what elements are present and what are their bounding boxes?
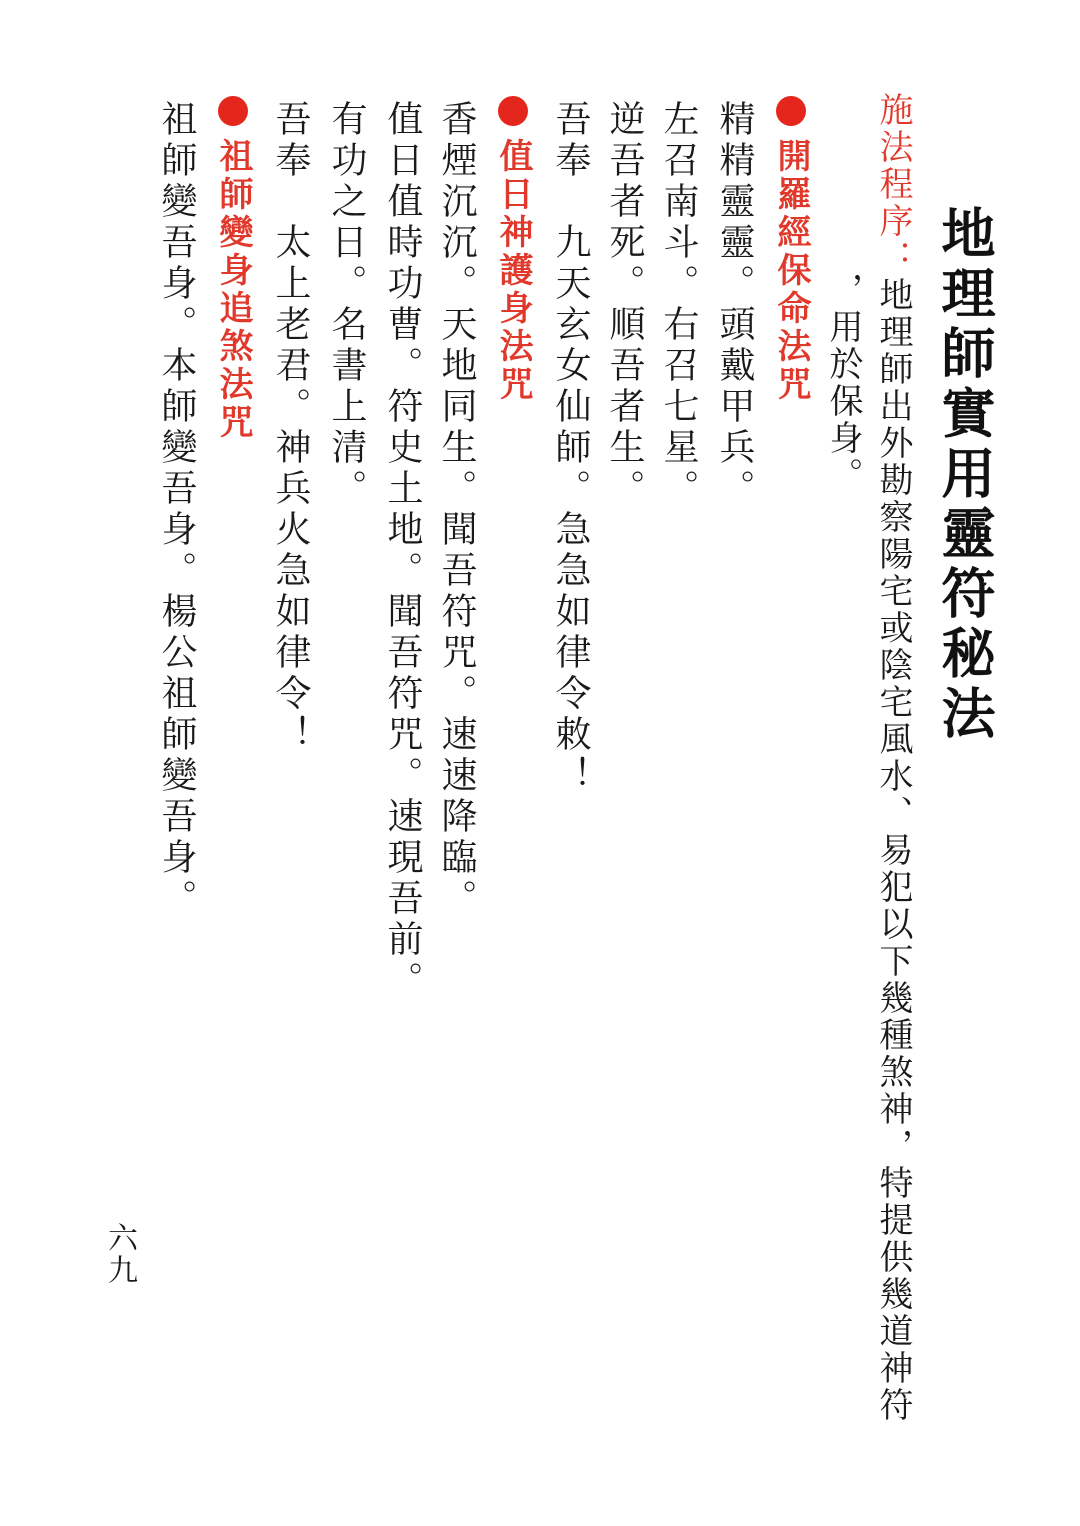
- page-title: 地理師實用靈符秘法: [933, 205, 997, 745]
- procedure-text-1: 地理師出外勘察陽宅或陰宅風水、易犯以下幾種煞神，特提供幾道神符: [873, 277, 913, 1424]
- section-heading-text: 祖師變身追煞法咒: [213, 138, 253, 442]
- section-heading-zushi: [213, 96, 253, 442]
- procedure-text-2: ，用於保身。: [823, 272, 863, 494]
- section1-line-2: 左召南斗。右召七星。: [658, 100, 699, 510]
- section-heading-zhiri: [493, 96, 533, 404]
- section1-line-4: 吾奉 九天玄女仙師。急急如律令敕！: [550, 100, 591, 797]
- section2-line-3: 有功之日。名書上清。: [326, 100, 367, 510]
- section-heading-kailuojing: [771, 96, 811, 404]
- section-heading-text: 開羅經保命法咒: [771, 138, 811, 404]
- section2-line-4: 吾奉 太上老君。神兵火急如律令！: [270, 100, 311, 756]
- procedure-label: 施法程序：: [873, 92, 913, 277]
- bullet-icon: [498, 96, 528, 126]
- section1-line-1: 精精靈靈。頭戴甲兵。: [714, 100, 755, 510]
- page-number: 六九: [102, 1222, 137, 1286]
- section3-line-1: 祖師變吾身。本師變吾身。楊公祖師變吾身。: [156, 100, 197, 920]
- procedure-column: [873, 92, 913, 1424]
- section1-line-3: 逆吾者死。順吾者生。: [604, 100, 645, 510]
- section-heading-text: 值日神護身法咒: [493, 138, 533, 404]
- bullet-icon: [776, 96, 806, 126]
- section2-line-2: 值日值時功曹。符史土地。聞吾符咒。速現吾前。: [382, 100, 423, 1002]
- section2-line-1: 香煙沉沉。天地同生。聞吾符咒。速速降臨。: [436, 100, 477, 920]
- bullet-icon: [218, 96, 248, 126]
